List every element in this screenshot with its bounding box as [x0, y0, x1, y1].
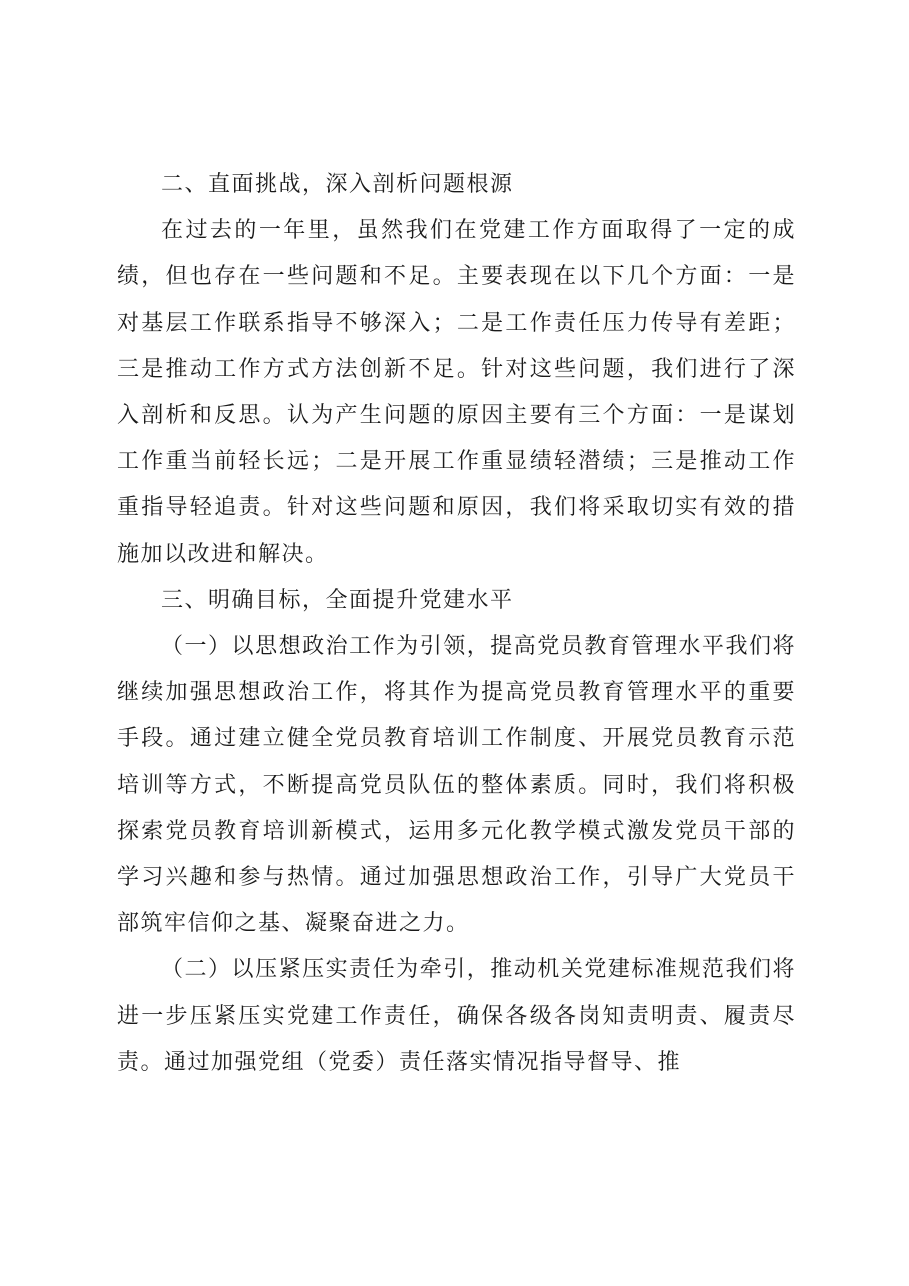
document-body	[117, 162, 796, 1086]
section-heading-3: 三、明确目标，全面提升党建水平	[161, 587, 514, 613]
paragraph-ideology: （一）以思想政治工作为引领，提高党员教育管理水平我们将继续加强思想政治工作，将其作为提高党员教育管理水平的重要手段。通过建立健全党员教育培训工作制度、开展党员教育示范培训等方式，不断提高党员队伍的整体素质。同时，我们将积极探索党员教育培训新模式，运用多元化教学模式激发党员干部的学习兴趣和参与热情。通过加强思想政治工作，引导广大党员干部筑牢信仰之基、凝聚奋进之力。	[117, 634, 796, 937]
paragraph-responsibility: （二）以压紧压实责任为牵引，推动机关党建标准规范我们将进一步压紧压实党建工作责任，确保各级各岗知责明责、履责尽责。通过加强党组（党委）责任落实情况指导督导、推	[117, 957, 796, 1075]
section-heading-2: 二、直面挑战，深入剖析问题根源	[161, 172, 514, 197]
paragraph-problems: 在过去的一年里，虽然我们在党建工作方面取得了一定的成绩，但也存在一些问题和不足。主要表现在以下几个方面：一是对基层工作联系指导不够深入；二是工作责任压力传导有差距；三是推动工作方式方法创新不足。针对这些问题，我们进行了深入剖析和反思。认为产生问题的原因主要有三个方面：一是谋划工作重当前轻长远；二是开展工作重显绩轻潜绩；三是推动工作重指导轻追责。针对这些问题和原因，我们将采取切实有效的措施加以改进和解决。	[117, 218, 796, 567]
